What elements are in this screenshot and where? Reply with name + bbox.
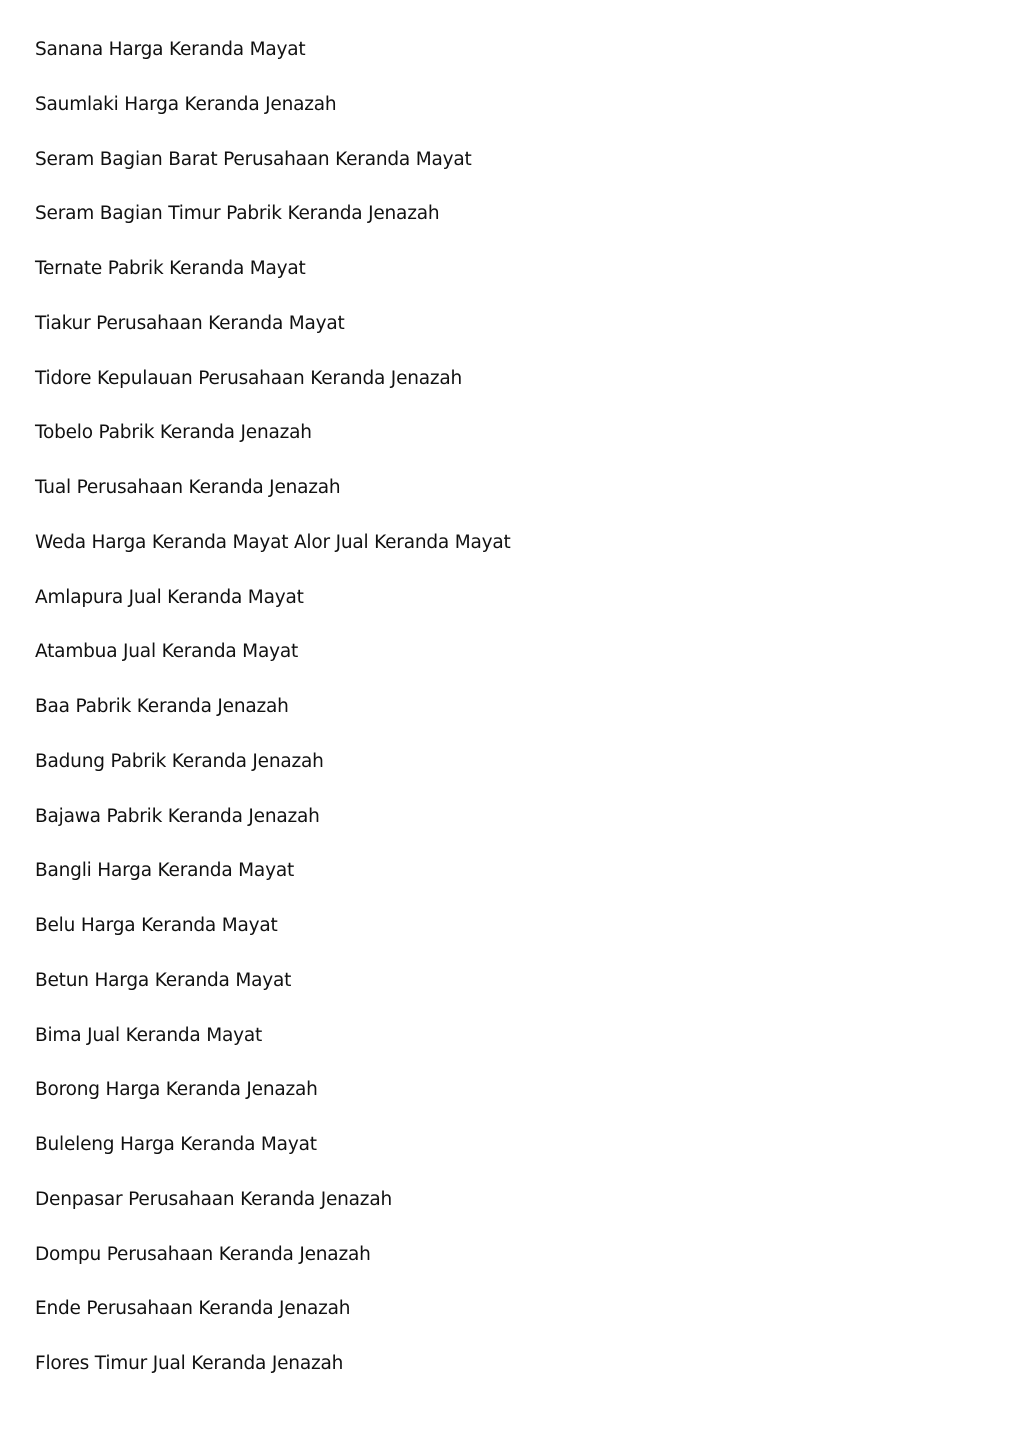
text-line: Borong Harga Keranda Jenazah (35, 1079, 318, 1101)
text-line: Tobelo Pabrik Keranda Jenazah (35, 422, 312, 444)
text-line: Bima Jual Keranda Mayat (35, 1024, 263, 1046)
text-line: Seram Bagian Barat Perusahaan Keranda Mayat (35, 148, 472, 170)
text-line: Ternate Pabrik Keranda Mayat (35, 258, 306, 279)
text-line: Belu Harga Keranda Mayat (35, 915, 278, 936)
text-line: Badung Pabrik Keranda Jenazah (35, 750, 324, 772)
text-line: Tiakur Perusahaan Keranda Mayat (35, 312, 345, 334)
text-line: Atambua Jual Keranda Mayat (35, 641, 299, 663)
text-line: Tual Perusahaan Keranda Jenazah (35, 477, 341, 498)
text-line: Buleleng Harga Keranda Mayat (35, 1134, 317, 1155)
text-line: Amlapura Jual Keranda Mayat (35, 586, 304, 608)
text-line: Sanana Harga Keranda Mayat (35, 39, 306, 60)
text-line: Baa Pabrik Keranda Jenazah (35, 696, 289, 717)
text-line: Ende Perusahaan Keranda Jenazah (35, 1298, 351, 1320)
text-line: Tidore Kepulauan Perusahaan Keranda Jenazah (35, 367, 463, 389)
text-line: Flores Timur Jual Keranda Jenazah (35, 1353, 344, 1374)
text-line: Dompu Perusahaan Keranda Jenazah (35, 1243, 371, 1265)
text-line-list (35, 36, 995, 1405)
text-line: Denpasar Perusahaan Keranda Jenazah (35, 1188, 392, 1210)
text-line: Bangli Harga Keranda Mayat (35, 860, 295, 882)
text-line: Bajawa Pabrik Keranda Jenazah (35, 805, 320, 827)
text-line: Betun Harga Keranda Mayat (35, 969, 292, 991)
text-line: Saumlaki Harga Keranda Jenazah (35, 93, 337, 115)
text-line: Weda Harga Keranda Mayat Alor Jual Keranda Mayat (35, 531, 511, 553)
text-line: Seram Bagian Timur Pabrik Keranda Jenazah (35, 203, 440, 225)
